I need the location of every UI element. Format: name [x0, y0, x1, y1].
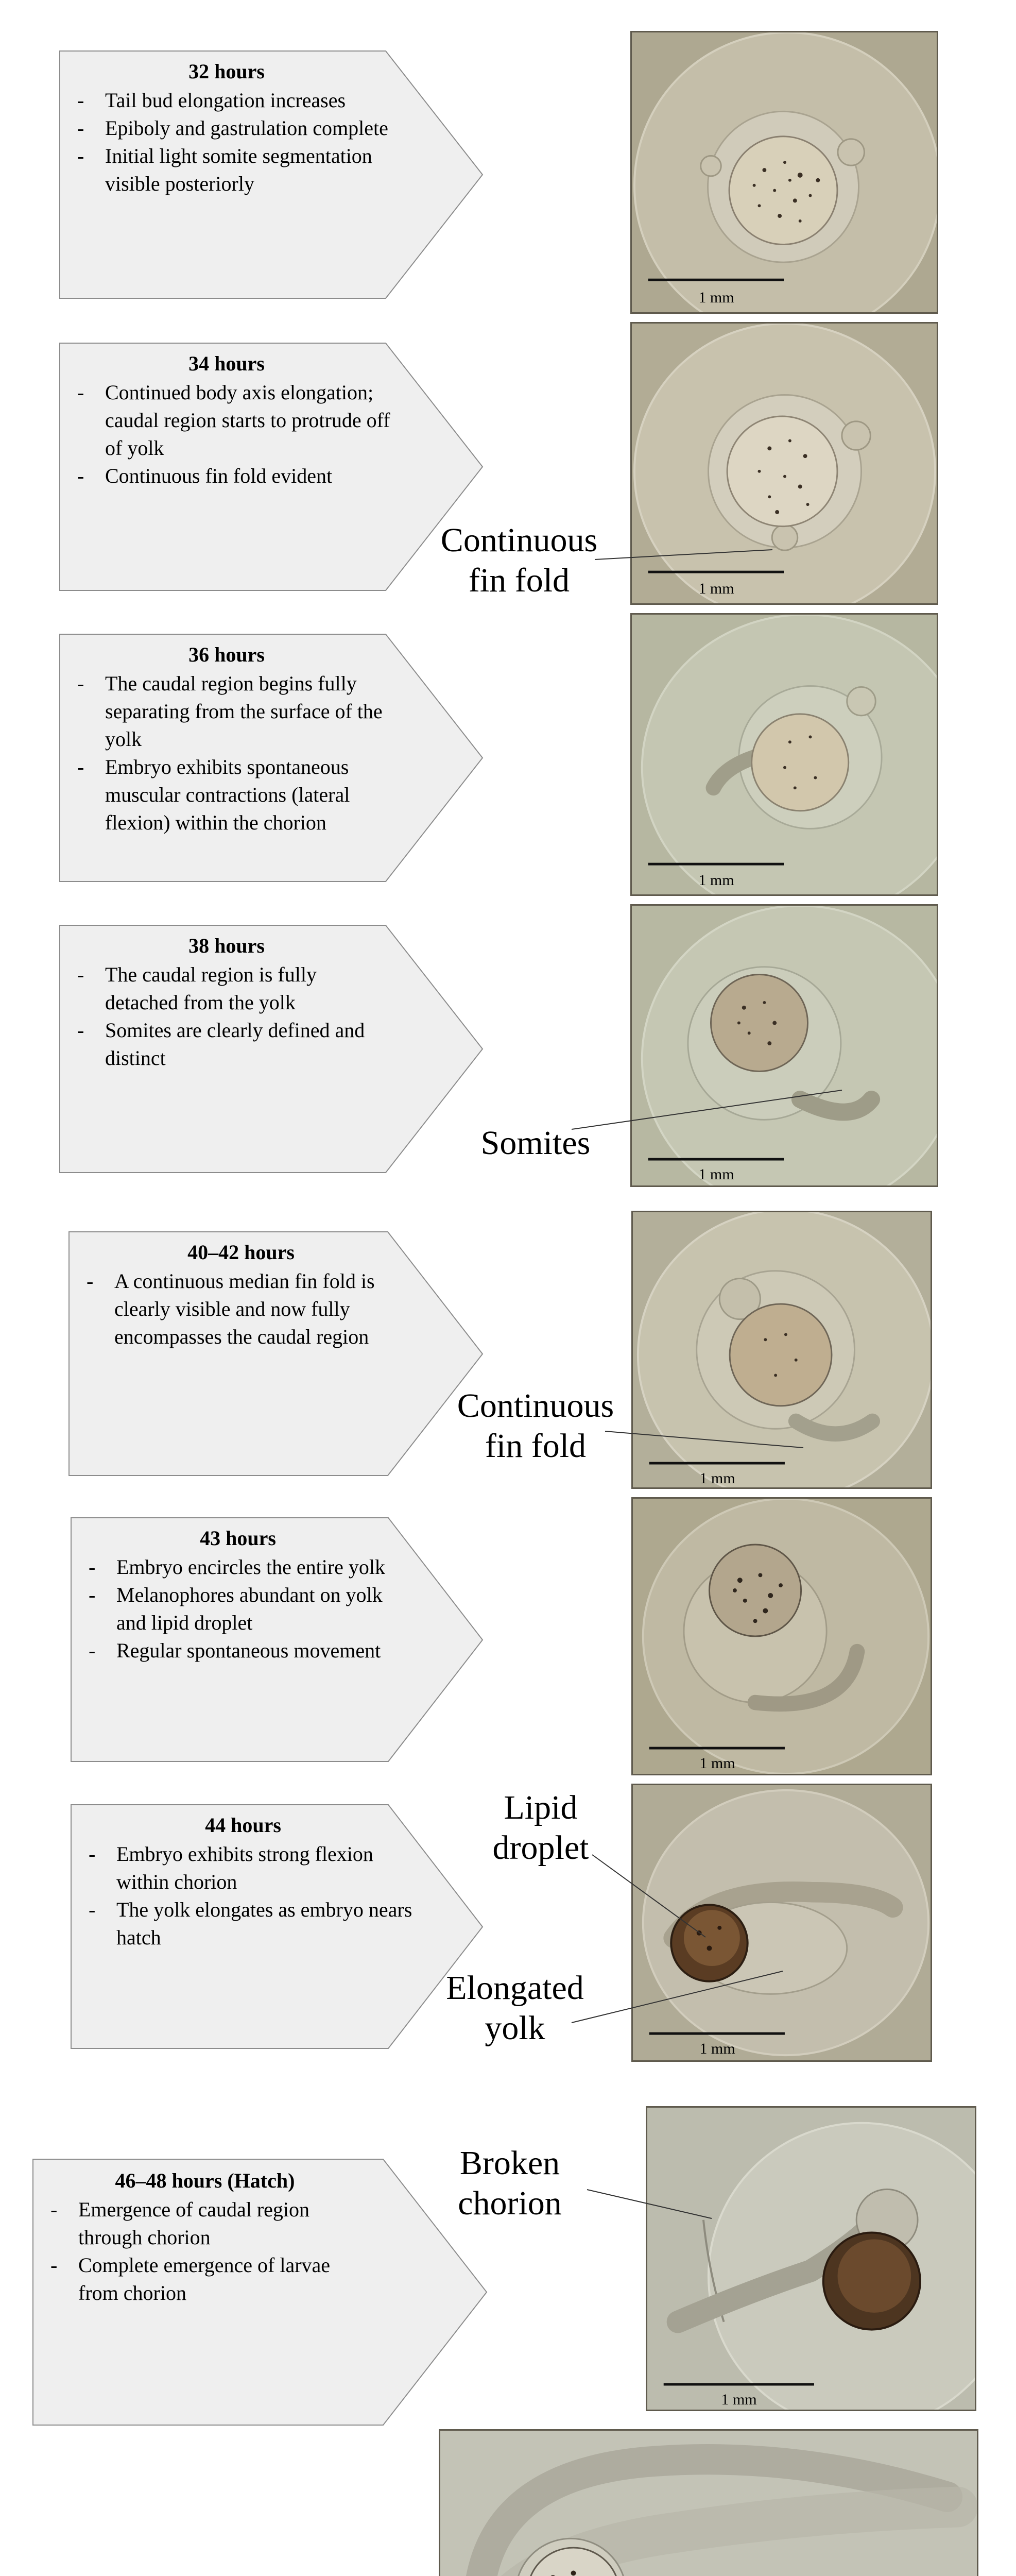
stage-title: 38 hours: [188, 934, 265, 957]
callout-continuous-fin-fold: Continuous fin fold: [440, 521, 598, 599]
stage-bullet: - Complete emergence of larvae from chorion: [35, 2251, 375, 2307]
scale-bar-label: 1 mm: [699, 1470, 735, 1487]
stage-bullet: - Initial light somite segmentation visible posteriorly: [62, 142, 391, 198]
callout-broken-chorion: Broken chorion: [458, 2144, 562, 2222]
stage-bullet: - Epiboly and gastrulation complete: [62, 114, 391, 142]
stage-bullet: - The caudal region begins fully separating from the surface of the yolk: [62, 670, 391, 753]
leader-somites: [572, 1090, 842, 1129]
stage-bullet: - Melanophores abundant on yolk and lipid droplet: [73, 1581, 403, 1637]
callout-elongated-yolk: Elongated yolk: [446, 1969, 584, 2047]
scale-bar-label: 1 mm: [698, 580, 734, 597]
scale-bar-label: 1 mm: [699, 2040, 735, 2057]
stage-title: 43 hours: [200, 1527, 276, 1550]
scale-bar-label: 1 mm: [698, 289, 734, 306]
stage-bullet: - Embryo exhibits spontaneous muscular contractions (lateral flexion) within the chorion: [62, 753, 391, 837]
leader-broken-chorion: [587, 2190, 712, 2218]
stage-title: 34 hours: [188, 352, 265, 375]
stage-bullet: - The yolk elongates as embryo nears hatch: [73, 1896, 413, 1952]
stage-title: 44 hours: [205, 1814, 281, 1837]
stage-bullet: - Continuous fin fold evident: [62, 462, 391, 490]
leader-lipid-droplet: [592, 1855, 705, 1937]
stage-bullet: - Embryo encircles the entire yolk: [73, 1553, 403, 1581]
leader-elongated-yolk: [572, 1971, 783, 2023]
stage-title: 32 hours: [188, 60, 265, 83]
stage-bullet: - Embryo exhibits strong flexion within chorion: [73, 1840, 413, 1896]
scale-bar-label: 1 mm: [698, 872, 734, 889]
stage-bullet: - Continued body axis elongation; caudal region starts to protrude off of yolk: [62, 379, 391, 462]
callout-continuous-fin-fold: Continuous fin fold: [457, 1387, 614, 1465]
stage-title: 46–48 hours (Hatch): [115, 2169, 295, 2192]
stage-bullet: - The caudal region is fully detached from the yolk: [62, 961, 391, 1016]
callout-somites: Somites: [480, 1124, 591, 1162]
leader-fin-fold-1: [595, 550, 772, 560]
leader-fin-fold-2: [605, 1431, 803, 1448]
stage-title: 40–42 hours: [187, 1241, 295, 1264]
stage-bullet: - Regular spontaneous movement: [73, 1637, 403, 1665]
callout-lipid-droplet: Lipid droplet: [492, 1789, 589, 1867]
stage-bullet: - Somites are clearly defined and distinct: [62, 1016, 391, 1072]
scale-bar-label: 1 mm: [721, 2391, 757, 2408]
stage-bullet: - Tail bud elongation increases: [62, 87, 391, 114]
stage-bullet: - A continuous median fin fold is clearly visible and now fully encompasses the caudal region: [71, 1267, 411, 1351]
stage-bullet: - Emergence of caudal region through chorion: [35, 2196, 375, 2251]
scale-bar-label: 1 mm: [699, 1755, 735, 1772]
scale-bar-label: 1 mm: [698, 1166, 734, 1183]
stage-title: 36 hours: [188, 643, 265, 666]
